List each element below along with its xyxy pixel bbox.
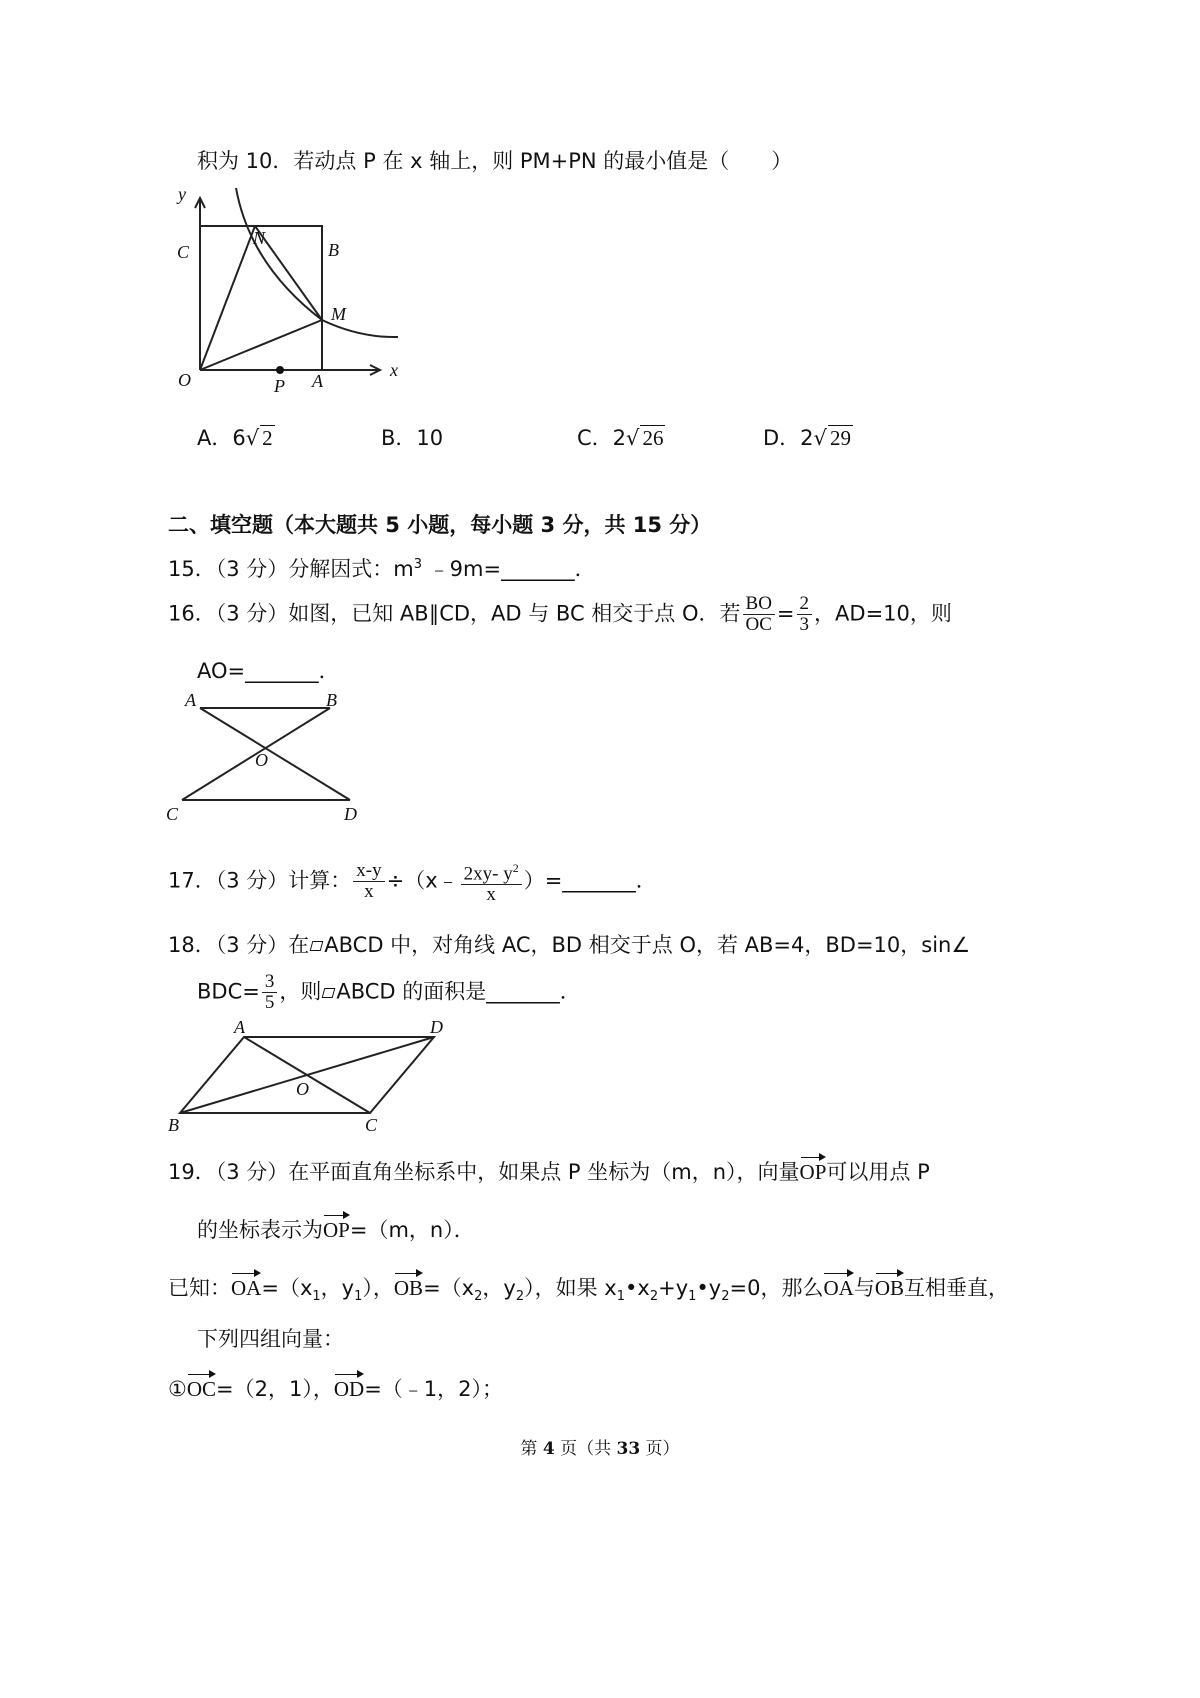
q16-label-D: D bbox=[344, 804, 357, 824]
q19-line4: 下列四组向量： bbox=[197, 1327, 344, 1351]
q16-label-O: O bbox=[255, 750, 268, 770]
q18-line1: 18．（3 分）在 ABCD 中，对角线 AC，BD 相交于点 O，若 AB=4，BD=10，sin∠ bbox=[168, 933, 971, 957]
q18-label-A: A bbox=[234, 1017, 245, 1037]
q14-label-P: P bbox=[274, 376, 285, 396]
parallelogram-symbol bbox=[310, 941, 324, 951]
q16-label-C: C bbox=[166, 804, 179, 824]
q14-figure bbox=[160, 180, 410, 400]
q19-line2: 的坐标表示为OP=（m，n）． bbox=[197, 1218, 475, 1242]
q17: 17．（3 分）计算： $\frac{x-y}{x}$ ÷（x﹣ $\frac{2xy- y^2}{x}$ ）=_______． bbox=[168, 858, 657, 905]
q14-label-A: A bbox=[312, 371, 323, 391]
q18-line2: BDC= $\frac{3}{5}$ ，则 ABCD 的面积是_______． bbox=[197, 971, 581, 1013]
q18-frac: $\frac{3}{5}$ bbox=[262, 972, 278, 1013]
parallelogram-symbol bbox=[322, 988, 336, 998]
q16-label-A: A bbox=[185, 690, 196, 710]
q16-figure bbox=[160, 688, 380, 828]
q14-label-C: C bbox=[177, 242, 190, 262]
q15: 15．（3 分）分解因式：$m^3$ ﹣9m=_______． bbox=[168, 557, 596, 581]
q18-label-O: O bbox=[296, 1079, 309, 1099]
q14-option-d: D．2√ 29 bbox=[763, 426, 851, 450]
q17-frac2: $\frac{2xy- y^2}{x}$ bbox=[461, 858, 522, 905]
q14-label-y: y bbox=[178, 184, 186, 204]
q14-option-a: A．6√ 2 bbox=[197, 426, 273, 450]
q14-label-x: x bbox=[390, 360, 398, 380]
page-footer: 第 4 页（共 33 页） bbox=[520, 1439, 680, 1459]
q18-figure bbox=[160, 1013, 460, 1138]
q16-line1: 16．（3 分）如图，已知 AB∥CD，AD 与 BC 相交于点 O．若 $\frac{BO}{OC}$ = $\frac{2}{3}$ ，AD=10，则 bbox=[168, 593, 952, 635]
q14-label-M: M bbox=[331, 304, 346, 324]
q19-line5: ①OC=（2，1），OD=（﹣1，2）； bbox=[168, 1377, 504, 1401]
q16-label-B: B bbox=[326, 690, 337, 710]
q19-line1: 19．（3 分）在平面直角坐标系中，如果点 P 坐标为（m，n），向量OP可以用点 P bbox=[168, 1160, 930, 1184]
q14-label-N: N bbox=[253, 228, 266, 248]
q14-option-c: C．2√ 26 bbox=[577, 426, 664, 450]
q18-label-C: C bbox=[365, 1115, 378, 1135]
q14-label-B: B bbox=[328, 240, 339, 260]
q18-label-B: B bbox=[168, 1115, 179, 1135]
q16-frac-bo-oc: $\frac{BO}{OC}$ bbox=[743, 594, 775, 635]
q16-line2: AO=_______． bbox=[197, 659, 340, 683]
q14-option-b: B．10 bbox=[381, 426, 444, 450]
q18-label-D: D bbox=[430, 1017, 443, 1037]
q19-line3: 已知：$OA=(x_1$，$y_1$），$OB=(x_2$，$y_2$），如果 $x_1•x_2+y_1•y_2=0$，那么OA与OB互相垂直， bbox=[168, 1276, 1010, 1305]
q14-label-O: O bbox=[178, 370, 191, 390]
q16-frac-2-3: $\frac{2}{3}$ bbox=[797, 594, 813, 635]
q17-frac1: $\frac{x-y}{x}$ bbox=[353, 861, 384, 902]
section-heading: 二、填空题（本大题共 5 小题，每小题 3 分，共 15 分） bbox=[168, 513, 712, 537]
q14-stem: 积为 10．若动点 P 在 x 轴上，则 PM+PN 的最小值是（ ） bbox=[197, 149, 793, 173]
